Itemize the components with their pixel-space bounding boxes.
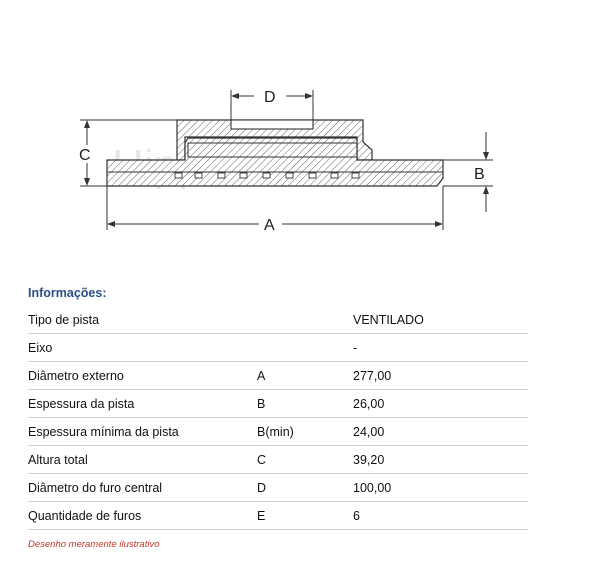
spec-table [28, 306, 528, 530]
table-row [28, 446, 528, 474]
spec-code: B [257, 390, 353, 418]
spec-label: Diâmetro externo [28, 362, 257, 390]
spec-value: 100,00 [353, 474, 528, 502]
table-row [28, 306, 528, 334]
spec-label: Espessura mínima da pista [28, 418, 257, 446]
spec-value: 39,20 [353, 446, 528, 474]
spec-value: VENTILADO [353, 306, 528, 334]
spec-code: E [257, 502, 353, 530]
brake-disc-cross-section-drawing [0, 0, 594, 270]
info-heading: Informações: [28, 286, 107, 300]
spec-code [257, 306, 353, 334]
spec-label: Diâmetro do furo central [28, 474, 257, 502]
spec-value: 6 [353, 502, 528, 530]
table-row [28, 362, 528, 390]
spec-code: C [257, 446, 353, 474]
dimension-label-c: C [79, 147, 91, 164]
disclaimer-text: Desenho meramente ilustrativo [28, 539, 160, 550]
table-row [28, 418, 528, 446]
spec-value: - [353, 334, 528, 362]
spec-code: B(min) [257, 418, 353, 446]
spec-value: 26,00 [353, 390, 528, 418]
spec-code [257, 334, 353, 362]
dimension-label-d: D [264, 89, 276, 106]
spec-code: D [257, 474, 353, 502]
spec-label: Quantidade de furos [28, 502, 257, 530]
spec-code: A [257, 362, 353, 390]
spec-label: Altura total [28, 446, 257, 474]
spec-value: 24,00 [353, 418, 528, 446]
spec-label: Tipo de pista [28, 306, 257, 334]
table-row [28, 502, 528, 530]
dimension-label-b: B [474, 166, 485, 183]
spec-label: Eixo [28, 334, 257, 362]
dimension-label-a: A [264, 217, 275, 234]
spec-value: 277,00 [353, 362, 528, 390]
table-row [28, 390, 528, 418]
table-row [28, 474, 528, 502]
spec-label: Espessura da pista [28, 390, 257, 418]
table-row [28, 334, 528, 362]
